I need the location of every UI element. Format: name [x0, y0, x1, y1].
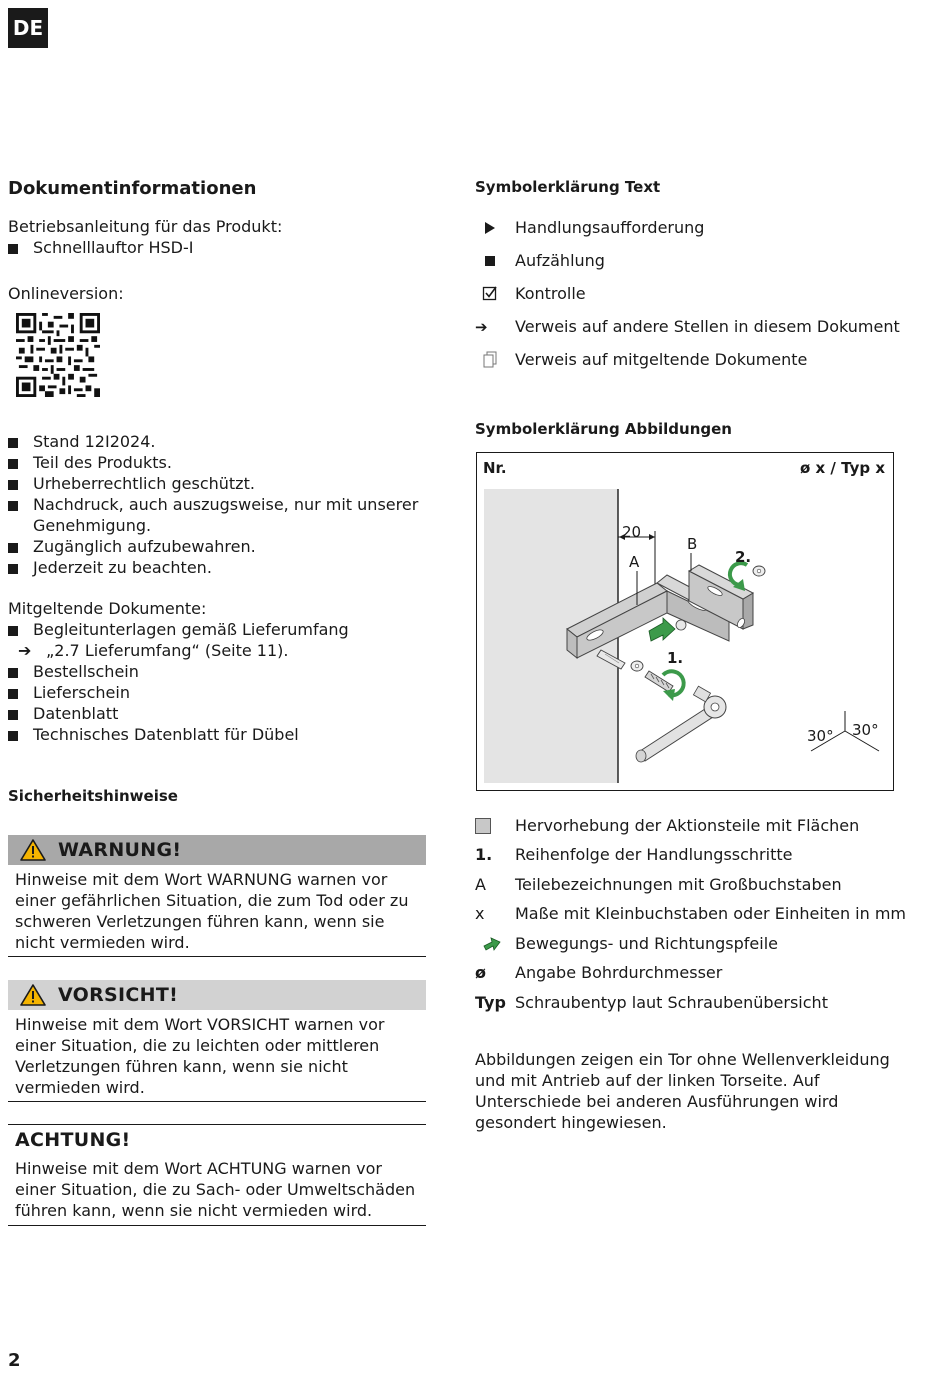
language-badge: DE: [8, 8, 48, 48]
part-label-a: A: [629, 553, 640, 571]
cross-reference-text: „2.7 Lieferumfang“ (Seite 11).: [46, 641, 289, 660]
legend-label: Schraubentyp laut Schraubenübersicht: [515, 993, 828, 1012]
symbol-label: Handlungsaufforderung: [515, 218, 705, 237]
list-item: Urheberrechtlich geschützt.: [8, 473, 428, 494]
warning-header: [8, 835, 426, 865]
legend-label: Teilebezeichnungen mit Großbuchstaben: [515, 875, 842, 894]
list-item: Bestellschein: [8, 661, 428, 682]
legend-label: Reihenfolge der Handlungsschritte: [515, 845, 793, 864]
symbol-label: Verweis auf andere Stellen in diesem Dokument: [515, 317, 900, 336]
list-item: Technisches Datenblatt für Dübel: [8, 724, 428, 745]
step-label-2: 2.: [735, 548, 752, 566]
related-docs-list: [8, 619, 428, 745]
square-bullet-icon: [475, 251, 505, 271]
legend-symbol: ø: [475, 963, 486, 982]
legend-label: Maße mit Kleinbuchstaben oder Einheiten in mm: [515, 904, 907, 923]
figure-dimension-label: ø x / Typ x: [800, 459, 885, 477]
legend-label: Bewegungs- und Richtungspfeile: [515, 934, 778, 953]
legend-label: Angabe Bohrdurchmesser: [515, 963, 723, 982]
gray-square-icon: [475, 816, 509, 839]
notice-text: Hinweise mit dem Wort ACHTUNG warnen vor einer Situation, die zu Sach- oder Umweltschäden führen kann, wenn sie nicht vermieden wird.: [15, 1159, 416, 1220]
qr-code-icon[interactable]: [16, 313, 100, 397]
play-triangle-icon: [475, 218, 505, 238]
legend-label: Hervorhebung der Aktionsteile mit Flächen: [515, 816, 860, 835]
legend-symbol: A: [475, 875, 486, 894]
warning-triangle-icon: [20, 839, 46, 861]
status-list: [8, 431, 428, 578]
divider: [8, 956, 426, 957]
green-arrow-icon: [475, 934, 509, 954]
symbol-label: Kontrolle: [515, 284, 586, 303]
divider: [8, 1101, 426, 1102]
list-item: Nachdruck, auch auszugsweise, nur mit unserer Genehmigung.: [8, 494, 428, 536]
warning-label: WARNUNG!: [58, 839, 182, 861]
angle-label-left: 30°: [807, 727, 834, 745]
example-figure: [476, 452, 894, 791]
product-list: [8, 237, 408, 258]
list-item: Jederzeit zu beachten.: [8, 557, 428, 578]
legend-symbol: 1.: [475, 845, 493, 864]
page-number: 2: [8, 1350, 21, 1371]
divider: [8, 1225, 426, 1226]
arrow-right-icon: ➔: [18, 641, 32, 660]
part-label-b: B: [687, 535, 698, 553]
symbol-label: Aufzählung: [515, 251, 605, 270]
figures-note: Abbildungen zeigen ein Tor ohne Wellenverkleidung und mit Antrieb auf der linken Torseite. Auf Unterschiede bei anderen Ausführungen wird gesondert hingewiesen.: [475, 1050, 890, 1132]
caution-label: VORSICHT!: [58, 984, 179, 1006]
list-item: Begleitunterlagen gemäß Lieferumfang: [8, 619, 428, 640]
caution-header: [8, 980, 426, 1010]
cross-reference-link[interactable]: [8, 640, 428, 661]
angle-label-right: 30°: [852, 721, 879, 739]
notice-label: ACHTUNG!: [15, 1129, 131, 1151]
safety-title: Sicherheitshinweise: [8, 787, 178, 805]
legend-symbol: Typ: [475, 993, 506, 1012]
list-item: Lieferschein: [8, 682, 428, 703]
legend-symbol: x: [475, 904, 485, 923]
online-label: Onlineversion:: [8, 284, 124, 303]
document-stack-icon: [475, 350, 505, 370]
list-item: Teil des Produkts.: [8, 452, 428, 473]
list-item: Datenblatt: [8, 703, 428, 724]
manual-label: Betriebsanleitung für das Produkt:: [8, 217, 283, 236]
divider: [8, 1124, 426, 1125]
product-item: Schnelllauftor HSD-I: [8, 237, 408, 258]
checkbox-icon: [475, 284, 505, 304]
warning-triangle-icon: [20, 984, 46, 1006]
symbol-label: Verweis auf mitgeltende Dokumente: [515, 350, 808, 369]
list-item: Stand 12I2024.: [8, 431, 428, 452]
symbols-figures-title: Symbolerklärung Abbildungen: [475, 420, 732, 438]
list-item: Zugänglich aufzubewahren.: [8, 536, 428, 557]
symbols-text-title: Symbolerklärung Text: [475, 178, 661, 196]
caution-text: Hinweise mit dem Wort VORSICHT warnen vor einer Situation, die zu leichten oder mittleren Verletzungen führen kann, wenn sie nicht vermieden wird.: [15, 1015, 385, 1097]
step-label-1: 1.: [667, 649, 684, 667]
warning-text: Hinweise mit dem Wort WARNUNG warnen vor einer gefährlichen Situation, die zum Tod oder zu schweren Verletzungen führen kann, wenn sie nicht vermieden wird.: [15, 870, 409, 952]
dimension-label: 20: [622, 523, 642, 541]
related-docs-label: Mitgeltende Dokumente:: [8, 599, 207, 618]
figure-number-label: Nr.: [483, 459, 507, 477]
doc-info-title: Dokumentinformationen: [8, 178, 257, 199]
arrow-right-icon: ➔: [475, 318, 488, 336]
